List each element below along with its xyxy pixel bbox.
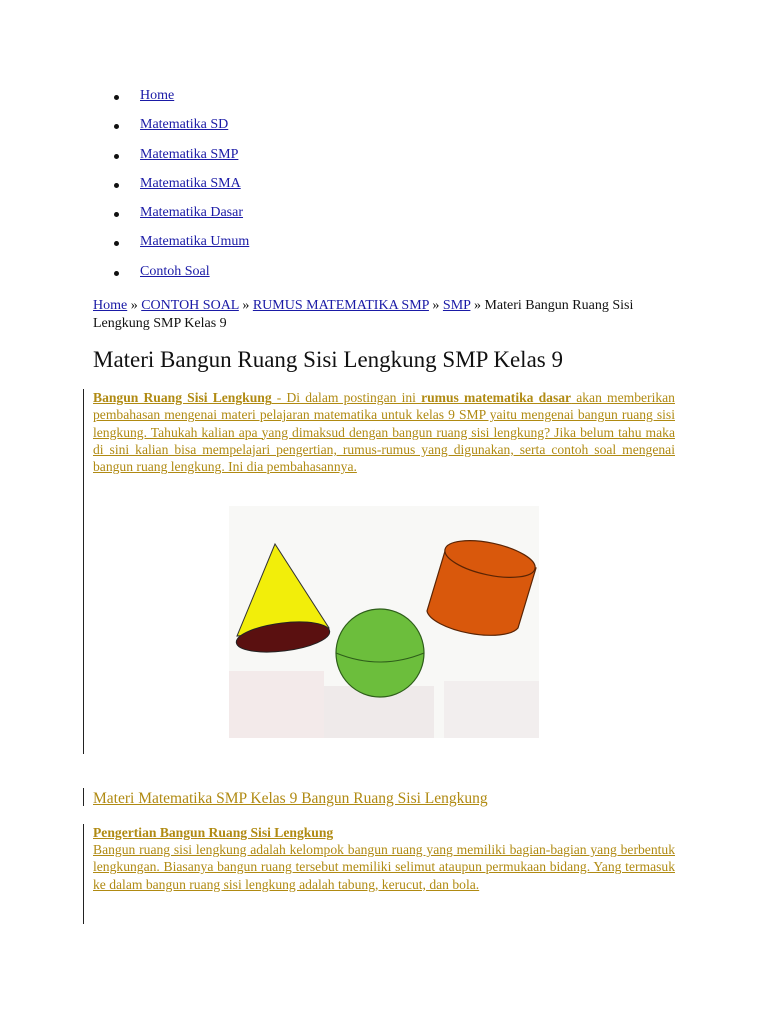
cone-body (237, 544, 329, 636)
breadcrumb-separator: » (238, 298, 253, 313)
intro-text-1: - Di dalam postingan ini (271, 390, 422, 405)
intro-lead-link[interactable]: Bangun Ruang Sisi Lengkung (93, 390, 272, 405)
bullet-icon (114, 212, 119, 217)
section-heading (93, 789, 488, 809)
definition-body: Bangun ruang sisi lengkung adalah kelompok bangun ruang yang memiliki bagian-bagian yang berbentuk lengkungan. Biasanya bangun ruang tersebut memiliki selimut ataupun permukaan bidang. Yang termasuk ke dalam bangun ruang sisi lengkung adalah tabung, kerucut, dan bola. (93, 842, 675, 892)
breadcrumb-home[interactable]: Home (93, 298, 128, 313)
breadcrumb-separator: » (428, 298, 443, 313)
bullet-icon (114, 95, 119, 100)
intro-paragraph (93, 389, 675, 475)
nav-link-matematika-umum[interactable]: Matematika Umum (140, 234, 250, 250)
nav-link-matematika-sd[interactable]: Matematika SD (140, 117, 229, 133)
breadcrumb-separator: » (470, 298, 485, 313)
quote-border (83, 788, 84, 806)
nav-link-matematika-dasar[interactable]: Matematika Dasar (140, 205, 244, 221)
breadcrumb-rumus-matematika-smp[interactable]: RUMUS MATEMATIKA SMP (252, 298, 429, 313)
sphere-body (336, 609, 424, 697)
breadcrumb (93, 297, 678, 333)
sphere-shape (336, 609, 424, 697)
bullet-icon (114, 124, 119, 129)
breadcrumb-separator: » (127, 298, 142, 313)
shapes-illustration (229, 506, 539, 738)
intro-text-2: akan memberikan pembahasan mengenai materi pelajaran matematika untuk kelas 9 SMP yaitu mengenai bangun ruang sisi lengkung. Tahukah kalian apa yang dimaksud dengan bangun ruang sisi lengkung? Jika belum tahu maka di sini kalian bisa mempelajari pengertian, rumus-rumus yang digunakan, serta contoh soal mengenai bangun ruang lengkung. Ini dia pembahasannya. (93, 390, 675, 475)
nav-link-contoh-soal[interactable]: Contoh Soal (140, 263, 210, 279)
shapes-svg (229, 506, 539, 738)
nav-link-matematika-sma[interactable]: Matematika SMA (140, 175, 241, 191)
definition-title: Pengertian Bangun Ruang Sisi Lengkung (93, 825, 334, 840)
breadcrumb-contoh-soal[interactable]: CONTOH SOAL (141, 298, 239, 313)
page-title: Materi Bangun Ruang Sisi Lengkung SMP Kelas 9 (93, 347, 563, 372)
bullet-icon (114, 154, 119, 159)
bullet-icon (114, 183, 119, 188)
artifact-block (229, 671, 324, 738)
nav-link-home[interactable]: Home (140, 88, 175, 103)
artifact-block (444, 681, 539, 738)
bullet-icon (114, 271, 119, 276)
quote-border (83, 824, 84, 924)
breadcrumb-smp[interactable]: SMP (442, 298, 471, 313)
cone-shape (235, 544, 332, 657)
bullet-icon (114, 241, 119, 246)
section-heading-text: Materi Matematika SMP Kelas 9 Bangun Ruang Sisi Lengkung (93, 790, 488, 807)
quote-border (83, 389, 84, 754)
cylinder-shape (427, 534, 538, 636)
breadcrumb-current: Materi Bangun Ruang Sisi Lengkung SMP Kelas 9 (93, 298, 634, 331)
nav-link-matematika-smp[interactable]: Matematika SMP (140, 146, 239, 162)
rumus-matematika-dasar-link[interactable]: rumus matematika dasar (421, 390, 572, 405)
